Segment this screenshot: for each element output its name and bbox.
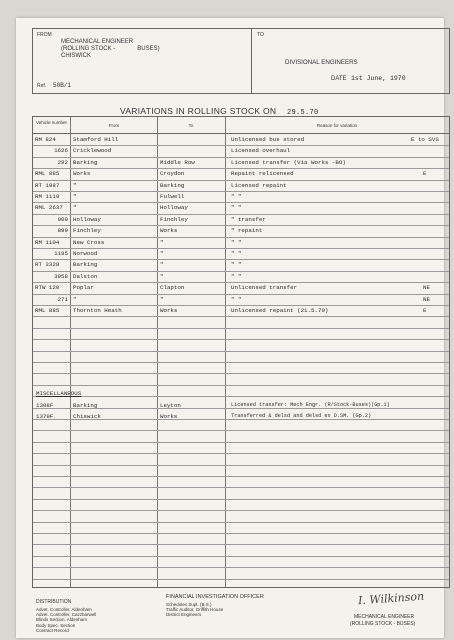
cell-vehicle: RML 2637	[35, 204, 63, 212]
distribution-item: Advet. Controller, Cazzbarwell	[36, 612, 97, 618]
cell-from: Chiswick	[73, 413, 101, 421]
distribution-item: Blinds Section, Aldenham	[36, 617, 88, 623]
ruled-line	[33, 510, 449, 511]
sign-title: MECHANICAL ENGINEER	[354, 614, 415, 620]
cell-reason: " "	[231, 295, 242, 303]
ruled-line	[33, 168, 449, 169]
cell-code: E	[423, 170, 427, 178]
cell-vehicle: RM 824	[35, 136, 56, 143]
footer	[32, 589, 448, 636]
ruled-line	[33, 499, 449, 500]
cell-reason: " "	[231, 250, 242, 257]
cell-vehicle: 3958	[54, 272, 68, 280]
cell-reason: Licensed repaint	[231, 181, 287, 189]
ruled-line	[33, 362, 449, 363]
cell-reason: Licensed transfer (Via Works -BO)	[231, 158, 346, 166]
cell-from: Thornton Heath	[73, 307, 122, 314]
cell-from: "	[73, 193, 77, 200]
cell-to: Clapton	[160, 284, 185, 292]
cell-to: "	[160, 250, 164, 257]
cell-vehicle: RT 1987	[35, 181, 60, 189]
signature: I. Wilkinson	[357, 589, 425, 608]
ruled-line	[33, 373, 449, 374]
col-header-from: From	[108, 123, 120, 128]
cell-from: Norwood	[73, 250, 98, 257]
sign-subtitle: (ROLLING STOCK - BUSES)	[350, 621, 416, 627]
page-title: VARIATIONS IN ROLLING STOCK ON 29.5.70	[120, 106, 319, 117]
ruled-line	[33, 145, 449, 146]
col-divider	[70, 117, 71, 587]
to-label: TO	[257, 32, 264, 38]
distribution-item: Body Spec. Section	[36, 622, 76, 628]
cell-from: "	[73, 204, 77, 212]
ruled-line	[33, 533, 449, 534]
document-sheet	[16, 18, 444, 638]
cell-vehicle: 1185	[54, 250, 68, 257]
cell-to: Works	[160, 227, 178, 235]
ruled-line	[33, 579, 449, 580]
date-label: DATE	[331, 76, 347, 82]
header-divider	[251, 29, 252, 93]
cell-from: Finchley	[73, 227, 101, 235]
ruled-line	[33, 339, 449, 340]
cell-vehicle: 292	[57, 158, 68, 166]
officer-item: Schedules Supt. (B.S.)	[166, 602, 212, 607]
cell-vehicle: 1379F	[36, 413, 54, 421]
header-rule	[33, 133, 449, 134]
ruled-line	[33, 453, 449, 454]
col-divider	[225, 117, 226, 587]
variations-table	[32, 116, 450, 588]
distribution-item: Advet. Controller, Aldenham	[36, 607, 92, 612]
cell-reason: " repaint	[231, 227, 263, 235]
ruled-line	[33, 396, 449, 397]
ruled-line	[33, 442, 449, 443]
cell-to: Middle Row	[160, 158, 195, 166]
cell-from: Holloway	[73, 215, 101, 223]
cell-to: Fulwell	[160, 193, 185, 200]
cell-reason: " transfer	[231, 215, 266, 223]
cell-reason: Transferred & delsd and delsd ex D.SM. (Gp.2)	[231, 413, 372, 420]
ruled-line	[33, 225, 449, 226]
distribution-list	[36, 607, 96, 633]
cell-reason: Unlicensed repaint (21.5.70)	[231, 307, 329, 314]
ruled-line	[33, 522, 449, 523]
ruled-line	[33, 556, 449, 557]
ruled-line	[33, 430, 449, 431]
ruled-line	[33, 544, 449, 545]
cell-vehicle: 899	[57, 227, 68, 235]
ruled-line	[33, 191, 449, 192]
cell-from: Dalston	[73, 272, 98, 280]
cell-from: "	[73, 181, 77, 189]
cell-from: Barking	[73, 261, 98, 269]
ruled-line	[33, 351, 449, 352]
cell-vehicle: RM 1119	[35, 193, 60, 200]
officer-item: Traffic Auditor, Griffith House	[166, 607, 224, 613]
from-line-1: MECHANICAL ENGINEER	[61, 39, 134, 45]
from-label: FROM	[37, 32, 52, 38]
ruled-line	[33, 282, 449, 283]
ruled-line	[33, 202, 449, 203]
cell-vehicle: RT 3328	[35, 261, 60, 269]
cell-to: Works	[160, 307, 178, 314]
cell-from: Works	[73, 170, 91, 178]
cell-from: Barking	[73, 402, 98, 409]
cell-from: Barking	[73, 158, 98, 166]
cell-to: "	[160, 272, 164, 280]
ref-label: Ref.	[37, 83, 47, 89]
cell-to: Croydon	[160, 170, 185, 178]
ruled-line	[33, 476, 449, 477]
officer-list	[166, 602, 223, 618]
ruled-line	[33, 465, 449, 466]
cell-reason: " "	[231, 204, 242, 212]
ruled-line	[33, 157, 449, 158]
header-box	[32, 28, 450, 94]
cell-to: Holloway	[160, 204, 188, 212]
ruled-line	[33, 328, 449, 329]
cell-vehicle: 900	[57, 215, 68, 223]
col-header-vehicle: Vehicle number	[35, 120, 68, 125]
distribution-label: DISTRIBUTION	[36, 599, 72, 605]
cell-vehicle: 271	[57, 295, 68, 303]
cell-to: Leyton	[160, 402, 181, 409]
cell-code: E to SVS	[411, 136, 439, 143]
cell-from: "	[73, 295, 77, 303]
ruled-line	[33, 305, 449, 306]
cell-to: Works	[160, 413, 178, 421]
cell-to: "	[160, 238, 164, 246]
cell-reason: Licensed transfer: Mech Engr. (R/Stock-Buses)(Gp.1)	[231, 402, 390, 408]
cell-vehicle: RTW 120	[35, 284, 60, 292]
from-line-2: (ROLLING STOCK - BUSES)	[61, 46, 160, 52]
ruled-line	[33, 567, 449, 568]
ruled-line	[33, 180, 449, 181]
officer-title: FINANCIAL INVESTIGATION OFFICER	[166, 594, 264, 600]
cell-reason: Unlicensed transfer	[231, 284, 298, 292]
title-date: 29.5.70	[287, 109, 319, 117]
cell-to: "	[160, 261, 164, 269]
cell-from: Poplar	[73, 284, 94, 292]
cell-vehicle: RML 885	[35, 307, 60, 314]
ruled-line	[33, 316, 449, 317]
col-header-to: To	[188, 123, 194, 128]
cell-reason: Repaint relicensed	[231, 170, 294, 178]
from-address	[61, 39, 160, 60]
ruled-line	[33, 259, 449, 260]
ruled-line	[33, 294, 449, 295]
ref-value: 50B/1	[53, 82, 72, 89]
distribution-item: Contract Record	[36, 627, 69, 633]
to-value: DIVISIONAL ENGINEERS	[285, 59, 358, 66]
cell-reason: " "	[231, 193, 242, 200]
ruled-line	[33, 237, 449, 238]
ruled-line	[33, 248, 449, 249]
ruled-line	[33, 271, 449, 272]
cell-from: Cricklewood	[73, 147, 112, 155]
from-line-3: CHISWICK	[61, 53, 91, 59]
cell-from: Stamford Hill	[73, 136, 119, 143]
date-value: 1st June, 1970	[351, 75, 406, 82]
cell-code: NE	[423, 284, 430, 292]
cell-vehicle: 1626	[54, 147, 68, 155]
misc-heading: MISCELLANEOUS	[36, 390, 82, 397]
cell-code: NE	[423, 295, 430, 303]
ruled-line	[33, 385, 449, 386]
ruled-line	[33, 487, 449, 488]
col-divider	[157, 117, 158, 587]
officer-item: District Engineers	[166, 612, 202, 618]
cell-code: E	[423, 307, 427, 314]
cell-to: Barking	[160, 181, 185, 189]
cell-vehicle: RML 885	[35, 170, 60, 178]
cell-to: Finchley	[160, 215, 188, 223]
cell-reason: " "	[231, 272, 242, 280]
cell-to: "	[160, 295, 164, 303]
col-header-reason: Reason for variation	[316, 123, 358, 128]
cell-reason: " "	[231, 238, 242, 246]
cell-reason: Licensed overhaul	[231, 147, 291, 155]
from-buses: BUSES)	[137, 46, 160, 52]
cell-reason: " "	[231, 261, 242, 269]
cell-reason: Unlicensed bus stored	[231, 136, 305, 143]
ruled-line	[33, 214, 449, 215]
cell-vehicle: 1308F	[36, 402, 54, 409]
cell-from: New Cross	[73, 238, 105, 246]
cell-vehicle: RM 1104	[35, 238, 60, 246]
